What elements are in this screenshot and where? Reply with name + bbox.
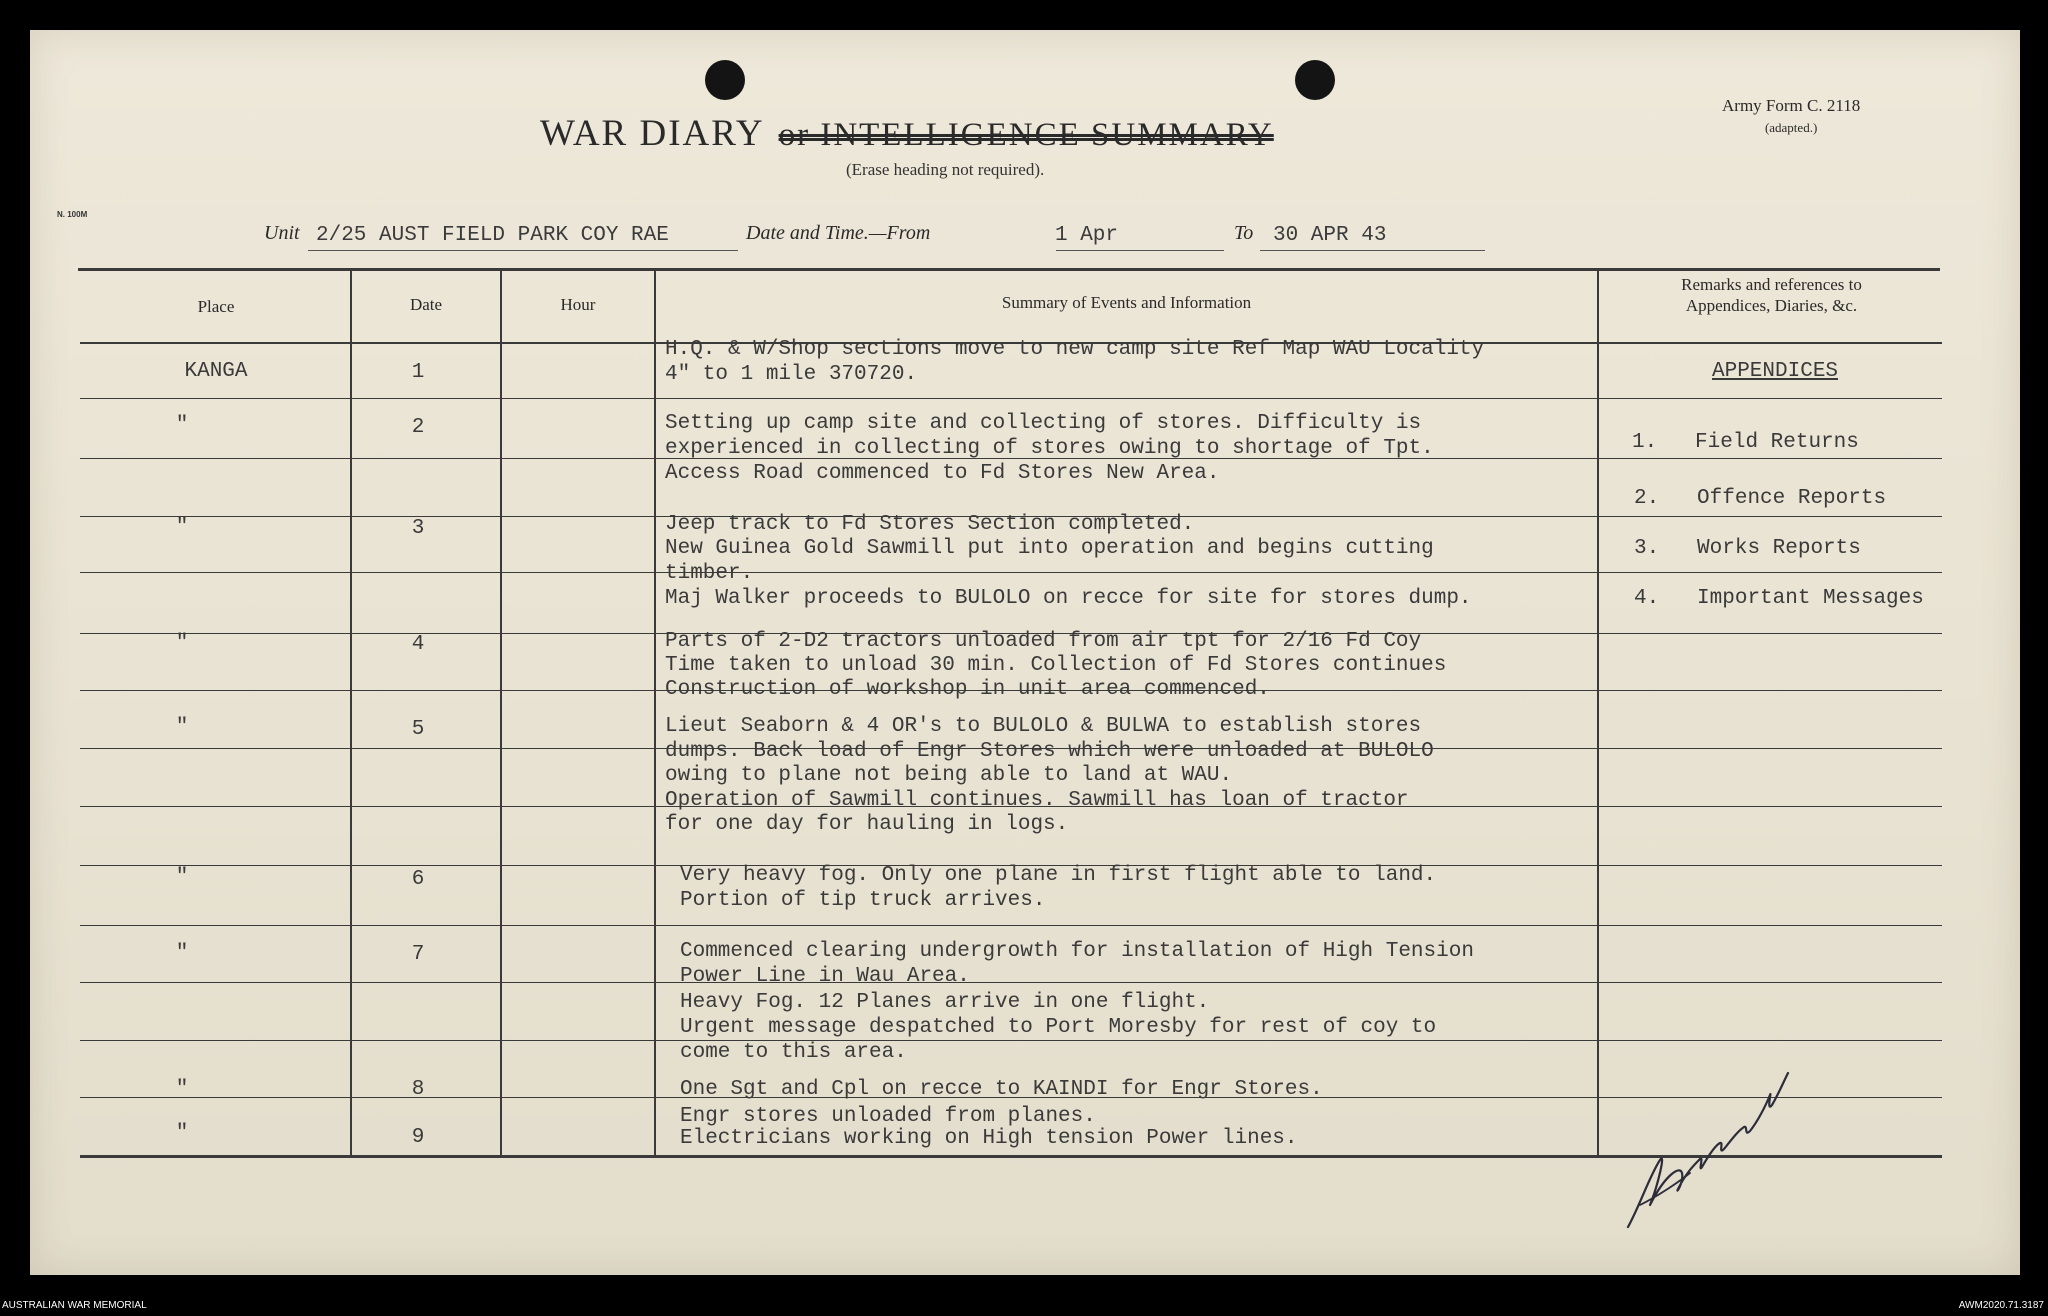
header-remarks-line: Remarks and references to xyxy=(1681,275,1862,294)
entry-place: " xyxy=(175,1078,189,1101)
entry-place: " xyxy=(175,716,189,739)
summary-line: dumps. Back load of Engr Stores which were unloaded at BULOLO xyxy=(665,740,1434,763)
entry-date: 1 xyxy=(411,361,425,384)
title-main: WAR DIARY xyxy=(540,113,765,154)
entry-place: KANGA xyxy=(184,360,248,383)
summary-line: Setting up camp site and collecting of stores. Difficulty is xyxy=(665,412,1422,435)
to-fill-line xyxy=(1260,250,1485,251)
summary-line: Maj Walker proceeds to BULOLO on recce for site for stores dump. xyxy=(665,587,1472,610)
entry-date: 9 xyxy=(411,1126,425,1149)
row-divider xyxy=(80,398,1942,399)
appendix-number: 4. xyxy=(1634,587,1660,610)
from-value: 1 Apr xyxy=(1055,224,1119,247)
entry-date: 4 xyxy=(411,633,425,656)
header-place: Place xyxy=(197,297,235,316)
column-divider xyxy=(654,270,656,1157)
appendix-item xyxy=(1632,431,1859,454)
unit-label: Unit xyxy=(264,222,300,244)
appendix-label: Field Returns xyxy=(1695,431,1859,454)
summary-line: timber. xyxy=(665,562,754,585)
army-form-number: Army Form C. 2118 xyxy=(1722,96,1861,115)
entry-place: " xyxy=(175,866,189,889)
appendix-item xyxy=(1634,587,1924,610)
header-date: Date xyxy=(409,295,443,314)
summary-line: Heavy Fog. 12 Planes arrive in one flight. xyxy=(680,991,1210,1014)
row-divider xyxy=(80,982,1942,983)
appendix-label: Offence Reports xyxy=(1697,487,1887,510)
summary-line: Electricians working on High tension Power lines. xyxy=(680,1127,1298,1150)
column-divider xyxy=(1597,270,1599,1157)
army-form-label xyxy=(1722,95,1860,139)
erase-note: (Erase heading not required). xyxy=(846,160,1045,179)
summary-line: Power Line in Wau Area. xyxy=(680,965,970,988)
row-divider xyxy=(80,1040,1942,1041)
entry-place: " xyxy=(175,516,189,539)
form-code: N. 100M xyxy=(57,210,88,219)
summary-line: owing to plane not being able to land at WAU. xyxy=(665,764,1233,787)
summary-line: Time taken to unload 30 min. Collection of Fd Stores continues xyxy=(665,654,1447,677)
summary-line: for one day for hauling in logs. xyxy=(665,813,1069,836)
appendix-item xyxy=(1634,487,1886,510)
unit-value: 2/25 AUST FIELD PARK COY RAE xyxy=(316,224,669,247)
column-divider xyxy=(500,270,502,1157)
row-divider xyxy=(80,925,1942,926)
entry-date: 5 xyxy=(411,718,425,741)
summary-line: Urgent message despatched to Port Moresby for rest of coy to xyxy=(680,1016,1437,1039)
summary-line: experienced in collecting of stores owing to shortage of Tpt. xyxy=(665,437,1434,460)
appendix-number: 2. xyxy=(1634,487,1660,510)
appendix-item xyxy=(1634,537,1861,560)
appendix-label: Works Reports xyxy=(1697,537,1861,560)
page-title xyxy=(540,112,1440,155)
appendix-number: 1. xyxy=(1632,431,1658,454)
entry-date: 2 xyxy=(411,416,425,439)
title-struck: or INTELLIGENCE SUMMARY xyxy=(778,117,1274,153)
summary-line: Commenced clearing undergrowth for installation of High Tension xyxy=(680,940,1474,963)
unit-fill-line xyxy=(308,250,738,251)
summary-line: come to this area. xyxy=(680,1041,907,1064)
entry-place: " xyxy=(175,414,189,437)
army-form-adapted: (adapted.) xyxy=(1764,120,1818,135)
table-top-border xyxy=(78,268,1940,271)
entry-date: 7 xyxy=(411,943,425,966)
from-fill-line xyxy=(1056,250,1224,251)
header-summary: Summary of Events and Information xyxy=(1001,293,1252,312)
summary-line: Construction of workshop in unit area commenced. xyxy=(665,678,1270,701)
column-divider xyxy=(350,270,352,1157)
entry-place: " xyxy=(175,1122,189,1145)
row-divider xyxy=(80,572,1942,573)
summary-line: 4" to 1 mile 370720. xyxy=(665,363,918,386)
summary-line: Very heavy fog. Only one plane in first flight able to land. xyxy=(680,864,1437,887)
signature xyxy=(1620,1055,1795,1235)
archive-reference: AWM2020.71.3187 xyxy=(1958,1300,2044,1311)
header-remarks xyxy=(1599,274,1944,316)
header-remarks-line: Appendices, Diaries, &c. xyxy=(1685,296,1858,315)
archive-caption: AUSTRALIAN WAR MEMORIAL xyxy=(2,1300,147,1311)
appendices-heading: APPENDICES xyxy=(1712,360,1839,383)
summary-line: Jeep track to Fd Stores Section completed. xyxy=(665,513,1195,536)
entry-place: " xyxy=(175,632,189,655)
punch-hole xyxy=(705,60,745,100)
date-label: Date and Time.—From xyxy=(746,222,931,244)
summary-line: New Guinea Gold Sawmill put into operation and begins cutting xyxy=(665,537,1434,560)
summary-line: H.Q. & W/Shop sections move to new camp site Ref Map WAU Locality xyxy=(665,338,1485,361)
summary-line: Lieut Seaborn & 4 OR's to BULOLO & BULWA to establish stores xyxy=(665,715,1422,738)
summary-line: One Sgt and Cpl on recce to KAINDI for Engr Stores. xyxy=(680,1078,1323,1101)
summary-line: Portion of tip truck arrives. xyxy=(680,889,1046,912)
appendix-label: Important Messages xyxy=(1697,587,1924,610)
entry-date: 8 xyxy=(411,1078,425,1101)
to-value: 30 APR 43 xyxy=(1273,224,1387,247)
entry-date: 3 xyxy=(411,517,425,540)
summary-line: Operation of Sawmill continues. Sawmill has loan of tractor xyxy=(665,789,1409,812)
punch-hole xyxy=(1295,60,1335,100)
entry-place: " xyxy=(175,942,189,965)
entry-date: 6 xyxy=(411,868,425,891)
summary-line: Engr stores unloaded from planes. xyxy=(680,1105,1096,1128)
summary-line: Parts of 2-D2 tractors unloaded from air tpt for 2/16 Fd Coy xyxy=(665,630,1422,653)
appendix-number: 3. xyxy=(1634,537,1660,560)
summary-line: Access Road commenced to Fd Stores New Area. xyxy=(665,462,1220,485)
to-label: To xyxy=(1234,222,1254,244)
header-hour: Hour xyxy=(560,295,596,314)
